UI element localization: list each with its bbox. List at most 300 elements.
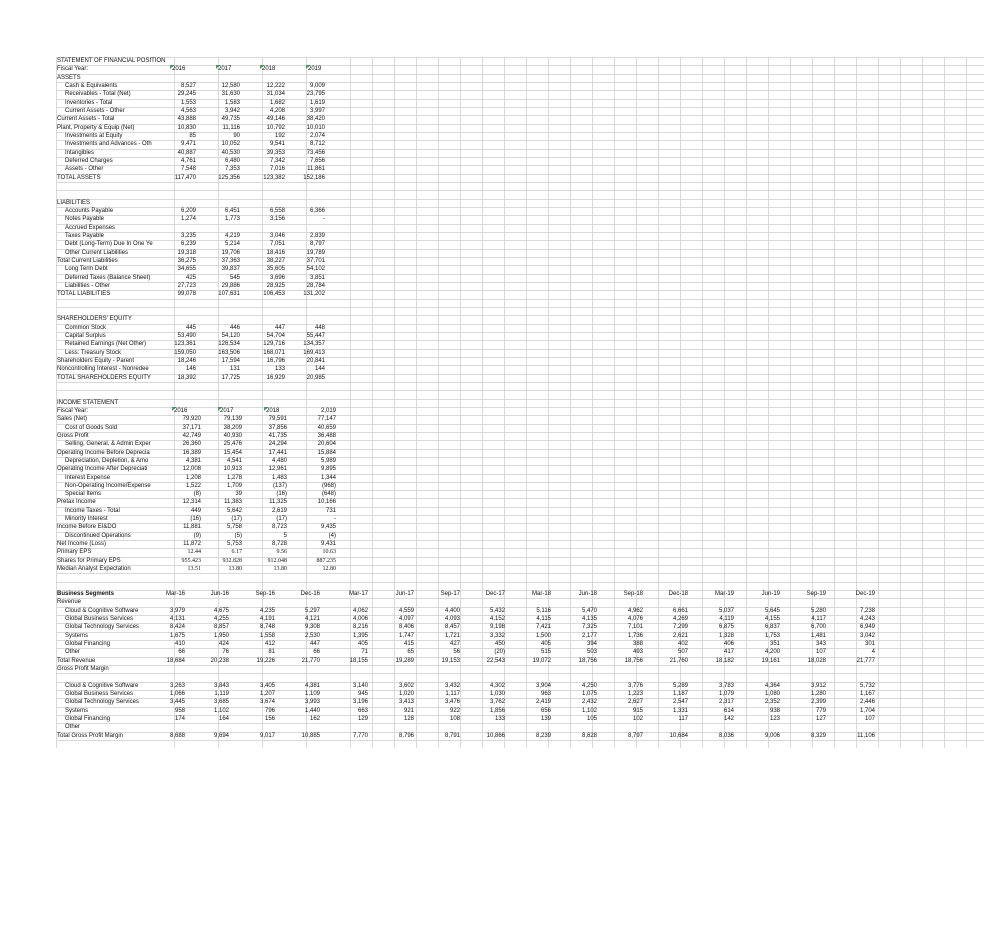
seg-value-cell[interactable]: 123 <box>769 716 780 723</box>
is-value-cell[interactable]: 26,360 <box>182 441 201 448</box>
seg-value-cell[interactable]: 8,797 <box>627 732 643 739</box>
bs-value-cell[interactable]: 2,074 <box>309 132 325 139</box>
seg-value-cell[interactable]: 4,135 <box>581 616 597 623</box>
seg-value-cell[interactable]: 5,297 <box>304 607 320 614</box>
seg-value-cell[interactable]: 81 <box>268 649 275 656</box>
seg-value-cell[interactable]: 76 <box>222 649 229 656</box>
seg-value-cell[interactable]: 4,200 <box>764 649 780 656</box>
seg-value-cell[interactable]: 447 <box>309 641 320 648</box>
bs-value-cell[interactable]: 6,451 <box>224 207 240 214</box>
is-value-cell[interactable]: 11,881 <box>183 524 201 531</box>
is-value-cell[interactable]: 10,166 <box>317 499 336 506</box>
seg-value-cell[interactable]: 4,152 <box>489 616 505 623</box>
seg-value-cell[interactable]: 107 <box>815 649 826 656</box>
seg-value-cell[interactable]: 656 <box>540 707 551 714</box>
seg-value-cell[interactable]: 3,432 <box>444 682 460 689</box>
seg-value-cell[interactable]: 4,115 <box>536 616 551 623</box>
seg-value-cell[interactable]: 133 <box>494 716 505 723</box>
seg-value-cell[interactable]: 7,770 <box>352 732 368 739</box>
is-value-cell[interactable]: 37,856 <box>268 424 287 431</box>
seg-value-cell[interactable]: 66 <box>178 649 185 656</box>
seg-value-cell[interactable]: 4,243 <box>859 616 875 623</box>
seg-value-cell[interactable]: 4,364 <box>764 682 780 689</box>
seg-value-cell[interactable]: 503 <box>586 649 597 656</box>
seg-value-cell[interactable]: 162 <box>309 716 320 723</box>
seg-value-cell[interactable]: 3,843 <box>213 682 229 689</box>
bs-value-cell[interactable]: 126,534 <box>218 341 240 348</box>
bs-value-cell[interactable]: 16,929 <box>266 374 285 381</box>
seg-value-cell[interactable]: 4,119 <box>719 616 734 623</box>
is-value-cell[interactable]: 4,541 <box>226 457 242 464</box>
is-value-cell[interactable]: 1,709 <box>226 482 242 489</box>
seg-value-cell[interactable]: 427 <box>449 641 460 648</box>
is-value-cell[interactable]: 12.80 <box>322 566 336 573</box>
is-value-cell[interactable]: 10.63 <box>322 549 336 556</box>
bs-value-cell[interactable]: 4,563 <box>180 107 196 114</box>
is-value-cell[interactable]: 37,171 <box>182 424 201 431</box>
bs-value-cell[interactable]: 3,046 <box>269 232 285 239</box>
seg-value-cell[interactable]: 8,457 <box>444 624 460 631</box>
is-value-cell[interactable]: 16,389 <box>182 449 201 456</box>
is-value-cell[interactable]: 11,872 <box>183 541 201 548</box>
seg-value-cell[interactable]: 5,645 <box>764 607 780 614</box>
bs-value-cell[interactable]: 3,997 <box>309 107 325 114</box>
bs-value-cell[interactable]: 6,366 <box>309 207 325 214</box>
seg-value-cell[interactable]: 8,628 <box>581 732 597 739</box>
is-value-cell[interactable]: (648) <box>321 491 336 498</box>
seg-value-cell[interactable]: 4,235 <box>259 607 275 614</box>
seg-value-cell[interactable]: 8,406 <box>398 624 414 631</box>
bs-value-cell[interactable]: 3,942 <box>224 107 240 114</box>
is-value-cell[interactable]: 12,961 <box>268 466 287 473</box>
seg-value-cell[interactable]: 2,432 <box>581 699 597 706</box>
seg-value-cell[interactable]: 5,289 <box>672 682 688 689</box>
seg-value-cell[interactable]: 21,760 <box>669 657 688 664</box>
seg-value-cell[interactable]: 1,331 <box>672 707 688 714</box>
bs-value-cell[interactable]: 38,420 <box>306 116 325 123</box>
seg-value-cell[interactable]: 1,187 <box>672 691 688 698</box>
seg-value-cell[interactable]: 19,072 <box>532 657 551 664</box>
is-value-cell[interactable]: 8,728 <box>271 541 287 548</box>
seg-value-cell[interactable]: 3,042 <box>859 632 875 639</box>
seg-value-cell[interactable]: 450 <box>494 641 505 648</box>
bs-value-cell[interactable]: 43,888 <box>177 116 196 123</box>
seg-value-cell[interactable]: 4,076 <box>627 616 643 623</box>
is-value-cell[interactable]: 887.235 <box>316 557 336 564</box>
is-value-cell[interactable]: 1,522 <box>185 482 201 489</box>
bs-value-cell[interactable]: 8,712 <box>309 141 325 148</box>
bs-value-cell[interactable]: 144 <box>314 366 325 373</box>
seg-value-cell[interactable]: 405 <box>540 641 551 648</box>
bs-value-cell[interactable]: 7,656 <box>309 157 325 164</box>
is-value-cell[interactable]: 932.828 <box>222 557 242 564</box>
seg-value-cell[interactable]: 1,020 <box>398 691 414 698</box>
seg-value-cell[interactable]: 3,476 <box>444 699 460 706</box>
seg-value-cell[interactable]: 3,263 <box>169 682 185 689</box>
bs-value-cell[interactable]: 49,146 <box>266 116 285 123</box>
bs-value-cell[interactable]: 163,506 <box>218 349 240 356</box>
seg-value-cell[interactable]: 343 <box>815 641 826 648</box>
bs-value-cell[interactable]: 7,548 <box>180 166 196 173</box>
seg-value-cell[interactable]: 388 <box>632 641 643 648</box>
seg-value-cell[interactable]: (20) <box>494 649 505 656</box>
seg-value-cell[interactable]: 107 <box>864 716 875 723</box>
bs-value-cell[interactable]: 131 <box>229 366 240 373</box>
bs-value-cell[interactable]: 4,208 <box>269 107 285 114</box>
bs-value-cell[interactable]: 16,796 <box>266 357 285 364</box>
seg-value-cell[interactable]: 515 <box>540 649 551 656</box>
seg-value-cell[interactable]: 1,080 <box>764 691 780 698</box>
seg-value-cell[interactable]: 7,238 <box>859 607 875 614</box>
bs-value-cell[interactable]: 107,631 <box>218 291 240 298</box>
seg-value-cell[interactable]: 18,028 <box>807 657 826 664</box>
seg-value-cell[interactable]: 1,117 <box>445 691 460 698</box>
bs-value-cell[interactable]: 129,716 <box>263 341 285 348</box>
seg-value-cell[interactable]: 65 <box>407 649 414 656</box>
bs-value-cell[interactable]: 18,392 <box>177 374 196 381</box>
is-value-cell[interactable]: (16) <box>276 491 287 498</box>
is-value-cell[interactable]: 11,325 <box>269 499 287 506</box>
bs-value-cell[interactable]: 123,361 <box>174 341 196 348</box>
seg-value-cell[interactable]: 9,308 <box>304 624 320 631</box>
seg-value-cell[interactable]: 3,196 <box>352 699 368 706</box>
seg-value-cell[interactable]: 412 <box>264 641 275 648</box>
seg-value-cell[interactable]: 493 <box>632 649 643 656</box>
seg-value-cell[interactable]: 938 <box>769 707 780 714</box>
seg-value-cell[interactable]: 105 <box>586 716 597 723</box>
seg-value-cell[interactable]: 5,470 <box>581 607 597 614</box>
seg-value-cell[interactable]: 3,413 <box>398 699 414 706</box>
bs-value-cell[interactable]: 9,541 <box>269 141 285 148</box>
seg-value-cell[interactable]: 5,732 <box>859 682 875 689</box>
bs-value-cell[interactable]: 6,558 <box>269 207 285 214</box>
bs-value-cell[interactable]: 12,580 <box>221 82 240 89</box>
is-value-cell[interactable]: 38,209 <box>223 424 242 431</box>
seg-value-cell[interactable]: 2,446 <box>859 699 875 706</box>
seg-value-cell[interactable]: 156 <box>264 716 275 723</box>
seg-value-cell[interactable]: 4,121 <box>304 616 320 623</box>
bs-value-cell[interactable]: 11,861 <box>307 166 325 173</box>
is-value-cell[interactable]: 12.44 <box>187 549 201 556</box>
bs-value-cell[interactable]: - <box>323 216 325 223</box>
is-value-cell[interactable]: 4,480 <box>271 457 287 464</box>
bs-value-cell[interactable]: 27,723 <box>177 282 196 289</box>
is-value-cell[interactable]: 13.51 <box>187 566 201 573</box>
bs-value-cell[interactable]: 1,682 <box>269 99 285 106</box>
is-value-cell[interactable]: 13.80 <box>228 566 242 573</box>
bs-value-cell[interactable]: 1,583 <box>224 99 240 106</box>
is-value-cell[interactable]: 9,435 <box>320 524 336 531</box>
seg-value-cell[interactable]: 1,704 <box>859 707 875 714</box>
seg-value-cell[interactable]: 9,017 <box>259 732 275 739</box>
seg-value-cell[interactable]: 127 <box>815 716 826 723</box>
seg-value-cell[interactable]: 921 <box>403 707 414 714</box>
seg-value-cell[interactable]: 4,400 <box>444 607 460 614</box>
seg-value-cell[interactable]: 1,440 <box>304 707 320 714</box>
seg-value-cell[interactable]: 1,119 <box>214 691 229 698</box>
bs-value-cell[interactable]: 31,034 <box>266 91 285 98</box>
seg-value-cell[interactable]: 4,675 <box>213 607 229 614</box>
bs-value-cell[interactable]: 5,214 <box>224 241 240 248</box>
seg-value-cell[interactable]: 5,116 <box>536 607 551 614</box>
seg-value-cell[interactable]: 3,979 <box>169 607 185 614</box>
is-value-cell[interactable]: 2,619 <box>271 507 287 514</box>
seg-value-cell[interactable]: 1,328 <box>718 632 734 639</box>
is-value-cell[interactable]: (17) <box>231 516 242 523</box>
seg-value-cell[interactable]: 1,207 <box>259 691 275 698</box>
bs-value-cell[interactable]: 12,222 <box>266 82 285 89</box>
bs-value-cell[interactable]: 19,706 <box>221 249 240 256</box>
seg-value-cell[interactable]: 139 <box>540 716 551 723</box>
seg-value-cell[interactable]: 9,694 <box>213 732 229 739</box>
is-value-cell[interactable]: 5,642 <box>226 507 242 514</box>
seg-value-cell[interactable]: 614 <box>723 707 734 714</box>
bs-value-cell[interactable]: 1,553 <box>180 99 196 106</box>
seg-value-cell[interactable]: 4,006 <box>352 616 368 623</box>
bs-value-cell[interactable]: 35,605 <box>266 266 285 273</box>
seg-value-cell[interactable]: 3,685 <box>213 699 229 706</box>
seg-value-cell[interactable]: 19,153 <box>441 657 460 664</box>
bs-value-cell[interactable]: 4,219 <box>224 232 240 239</box>
bs-value-cell[interactable]: 28,925 <box>266 282 285 289</box>
is-value-cell[interactable]: 1,483 <box>271 474 287 481</box>
seg-value-cell[interactable]: 2,530 <box>304 632 320 639</box>
seg-value-cell[interactable]: 4,250 <box>581 682 597 689</box>
bs-value-cell[interactable]: 7,051 <box>269 241 285 248</box>
is-value-cell[interactable]: 1,344 <box>320 474 336 481</box>
is-value-cell[interactable]: 42,749 <box>182 432 201 439</box>
bs-value-cell[interactable]: 159,050 <box>174 349 196 356</box>
seg-value-cell[interactable]: 3,904 <box>535 682 551 689</box>
seg-value-cell[interactable]: 142 <box>723 716 734 723</box>
bs-value-cell[interactable]: 31,630 <box>221 91 240 98</box>
seg-value-cell[interactable]: 129 <box>357 716 368 723</box>
seg-value-cell[interactable]: 174 <box>174 716 185 723</box>
seg-value-cell[interactable]: 7,101 <box>627 624 643 631</box>
seg-value-cell[interactable]: 8,796 <box>398 732 414 739</box>
is-value-cell[interactable]: (16) <box>190 516 201 523</box>
bs-value-cell[interactable]: 6,209 <box>180 207 196 214</box>
bs-value-cell[interactable]: 36,275 <box>177 257 196 264</box>
seg-value-cell[interactable]: 1,856 <box>489 707 505 714</box>
bs-value-cell[interactable]: 169,413 <box>303 349 325 356</box>
is-value-cell[interactable]: (5) <box>234 532 242 539</box>
seg-value-cell[interactable]: 663 <box>357 707 368 714</box>
seg-value-cell[interactable]: 3,674 <box>259 699 275 706</box>
is-value-cell[interactable]: 25,476 <box>223 441 242 448</box>
seg-value-cell[interactable]: 4,191 <box>259 616 275 623</box>
is-value-cell[interactable]: 9,431 <box>320 541 336 548</box>
bs-value-cell[interactable]: 39,837 <box>221 266 240 273</box>
seg-value-cell[interactable]: 4,255 <box>213 616 229 623</box>
seg-value-cell[interactable]: 1,736 <box>627 632 643 639</box>
is-value-cell[interactable]: 5,989 <box>320 457 336 464</box>
seg-value-cell[interactable]: 424 <box>218 641 229 648</box>
bs-value-cell[interactable]: 40,530 <box>221 149 240 156</box>
seg-value-cell[interactable]: 8,036 <box>718 732 734 739</box>
seg-value-cell[interactable]: 8,329 <box>810 732 826 739</box>
bs-value-cell[interactable]: 2,839 <box>309 232 325 239</box>
bs-value-cell[interactable]: 1,274 <box>180 216 196 223</box>
bs-value-cell[interactable]: 99,078 <box>177 291 196 298</box>
bs-value-cell[interactable]: 168,071 <box>263 349 285 356</box>
is-value-cell[interactable]: 24,294 <box>268 441 287 448</box>
bs-value-cell[interactable]: 6,239 <box>180 241 196 248</box>
is-value-cell[interactable]: (8) <box>193 491 201 498</box>
is-value-cell[interactable]: (4) <box>328 532 336 539</box>
bs-value-cell[interactable]: 17,594 <box>221 357 240 364</box>
is-value-cell[interactable]: 79,591 <box>268 416 287 423</box>
seg-value-cell[interactable]: 1,481 <box>810 632 826 639</box>
bs-value-cell[interactable]: 9,471 <box>180 141 196 148</box>
is-value-cell[interactable]: 8,723 <box>271 524 287 531</box>
bs-value-cell[interactable]: 40,887 <box>177 149 196 156</box>
seg-value-cell[interactable]: 19,226 <box>256 657 275 664</box>
bs-value-cell[interactable]: 19,789 <box>306 249 325 256</box>
bs-value-cell[interactable]: 448 <box>314 324 325 331</box>
seg-value-cell[interactable]: 128 <box>403 716 414 723</box>
seg-value-cell[interactable]: 1,102 <box>581 707 597 714</box>
seg-value-cell[interactable]: 1,395 <box>352 632 368 639</box>
seg-value-cell[interactable]: 922 <box>449 707 460 714</box>
seg-value-cell[interactable]: 3,405 <box>259 682 275 689</box>
bs-value-cell[interactable]: 10,792 <box>266 124 285 131</box>
is-value-cell[interactable]: 9.56 <box>276 549 287 556</box>
seg-value-cell[interactable]: 394 <box>586 641 597 648</box>
seg-value-cell[interactable]: 56 <box>453 649 460 656</box>
bs-value-cell[interactable]: 28,784 <box>306 282 325 289</box>
seg-value-cell[interactable]: 11,106 <box>857 732 875 739</box>
is-value-cell[interactable]: 17,441 <box>268 449 287 456</box>
seg-value-cell[interactable]: 1,558 <box>259 632 275 639</box>
seg-value-cell[interactable]: 1,109 <box>304 691 320 698</box>
bs-value-cell[interactable]: 54,120 <box>221 332 240 339</box>
bs-value-cell[interactable]: 17,725 <box>221 374 240 381</box>
seg-value-cell[interactable]: 20,238 <box>210 657 229 664</box>
seg-value-cell[interactable]: 10,684 <box>669 732 688 739</box>
seg-value-cell[interactable]: 8,424 <box>169 624 185 631</box>
bs-value-cell[interactable]: 39,353 <box>266 149 285 156</box>
seg-value-cell[interactable]: 7,421 <box>535 624 551 631</box>
seg-value-cell[interactable]: 796 <box>264 707 275 714</box>
seg-value-cell[interactable]: 3,993 <box>304 699 320 706</box>
bs-value-cell[interactable]: 18,246 <box>177 357 196 364</box>
seg-value-cell[interactable]: 117 <box>678 716 688 723</box>
is-value-cell[interactable]: 79,920 <box>182 416 201 423</box>
is-value-cell[interactable]: 41,735 <box>268 432 287 439</box>
seg-value-cell[interactable]: 8,239 <box>535 732 551 739</box>
seg-value-cell[interactable]: 10,866 <box>486 732 505 739</box>
bs-value-cell[interactable]: 1,773 <box>224 216 240 223</box>
seg-value-cell[interactable]: 4,302 <box>489 682 505 689</box>
seg-value-cell[interactable]: 351 <box>769 641 780 648</box>
bs-value-cell[interactable]: 446 <box>229 324 240 331</box>
bs-value-cell[interactable]: 20,985 <box>306 374 325 381</box>
seg-value-cell[interactable]: 6,837 <box>764 624 780 631</box>
seg-value-cell[interactable]: 7,325 <box>581 624 597 631</box>
bs-value-cell[interactable]: 37,701 <box>306 257 325 264</box>
is-value-cell[interactable]: 5,758 <box>226 524 242 531</box>
bs-value-cell[interactable]: 192 <box>274 132 285 139</box>
seg-value-cell[interactable]: 963 <box>540 691 551 698</box>
bs-value-cell[interactable]: 38,227 <box>266 257 285 264</box>
is-value-cell[interactable]: 731 <box>325 507 336 514</box>
seg-value-cell[interactable]: 9,198 <box>489 624 505 631</box>
bs-value-cell[interactable]: 425 <box>185 274 196 281</box>
seg-value-cell[interactable]: 2,621 <box>672 632 688 639</box>
bs-value-cell[interactable]: 8,527 <box>180 82 196 89</box>
seg-value-cell[interactable]: 2,177 <box>581 632 597 639</box>
seg-value-cell[interactable]: 3,332 <box>489 632 505 639</box>
seg-value-cell[interactable]: 4,131 <box>169 616 185 623</box>
seg-value-cell[interactable]: 6,661 <box>672 607 688 614</box>
seg-value-cell[interactable]: 1,721 <box>444 632 460 639</box>
seg-value-cell[interactable]: 2,352 <box>764 699 780 706</box>
seg-value-cell[interactable]: 1,167 <box>859 691 875 698</box>
bs-value-cell[interactable]: 133 <box>274 366 285 373</box>
is-value-cell[interactable]: 11,383 <box>224 499 242 506</box>
is-value-cell[interactable]: 40,930 <box>223 432 242 439</box>
seg-value-cell[interactable]: 1,500 <box>535 632 551 639</box>
seg-value-cell[interactable]: 1,280 <box>810 691 826 698</box>
seg-value-cell[interactable]: 9,006 <box>764 732 780 739</box>
is-value-cell[interactable]: 912.048 <box>267 557 287 564</box>
bs-value-cell[interactable]: 54,102 <box>306 266 325 273</box>
seg-value-cell[interactable]: 2,317 <box>718 699 734 706</box>
bs-value-cell[interactable]: 125,356 <box>218 174 240 181</box>
seg-value-cell[interactable]: 301 <box>864 641 875 648</box>
bs-value-cell[interactable]: 49,735 <box>221 116 240 123</box>
seg-value-cell[interactable]: 8,688 <box>169 732 185 739</box>
seg-value-cell[interactable]: 402 <box>677 641 688 648</box>
is-value-cell[interactable]: 5,753 <box>226 541 242 548</box>
is-value-cell[interactable]: 12,008 <box>182 466 201 473</box>
bs-value-cell[interactable]: 7,016 <box>269 166 285 173</box>
seg-value-cell[interactable]: 1,075 <box>581 691 597 698</box>
bs-value-cell[interactable]: 11,116 <box>222 124 240 131</box>
seg-value-cell[interactable]: 1,747 <box>398 632 414 639</box>
seg-value-cell[interactable]: 405 <box>357 641 368 648</box>
seg-value-cell[interactable]: 4,155 <box>764 616 780 623</box>
seg-value-cell[interactable]: 6,949 <box>859 624 875 631</box>
bs-value-cell[interactable]: 545 <box>229 274 240 281</box>
is-value-cell[interactable]: 5 <box>283 532 287 539</box>
bs-value-cell[interactable]: 3,851 <box>309 274 325 281</box>
seg-value-cell[interactable]: 1,030 <box>489 691 505 698</box>
seg-value-cell[interactable]: 102 <box>632 716 643 723</box>
seg-value-cell[interactable]: 7,299 <box>672 624 688 631</box>
seg-value-cell[interactable]: 8,791 <box>444 732 460 739</box>
is-value-cell[interactable]: 39 <box>235 491 242 498</box>
seg-value-cell[interactable]: 4,097 <box>398 616 414 623</box>
seg-value-cell[interactable]: 1,066 <box>169 691 185 698</box>
seg-value-cell[interactable]: 4,062 <box>352 607 368 614</box>
seg-value-cell[interactable]: 4 <box>871 649 875 656</box>
seg-value-cell[interactable]: 18,155 <box>349 657 368 664</box>
is-value-cell[interactable]: 77,147 <box>317 416 336 423</box>
seg-value-cell[interactable]: 8,857 <box>213 624 229 631</box>
is-value-cell[interactable]: 1,278 <box>226 474 242 481</box>
bs-value-cell[interactable]: 1,619 <box>309 99 325 106</box>
seg-value-cell[interactable]: 8,216 <box>352 624 368 631</box>
is-value-cell[interactable]: (17) <box>276 516 287 523</box>
seg-value-cell[interactable]: 4,093 <box>444 616 460 623</box>
bs-value-cell[interactable]: 23,795 <box>306 91 325 98</box>
bs-value-cell[interactable]: 29,245 <box>177 91 196 98</box>
is-value-cell[interactable]: 1,208 <box>185 474 201 481</box>
seg-value-cell[interactable]: 4,269 <box>672 616 688 623</box>
seg-value-cell[interactable]: 5,280 <box>810 607 826 614</box>
